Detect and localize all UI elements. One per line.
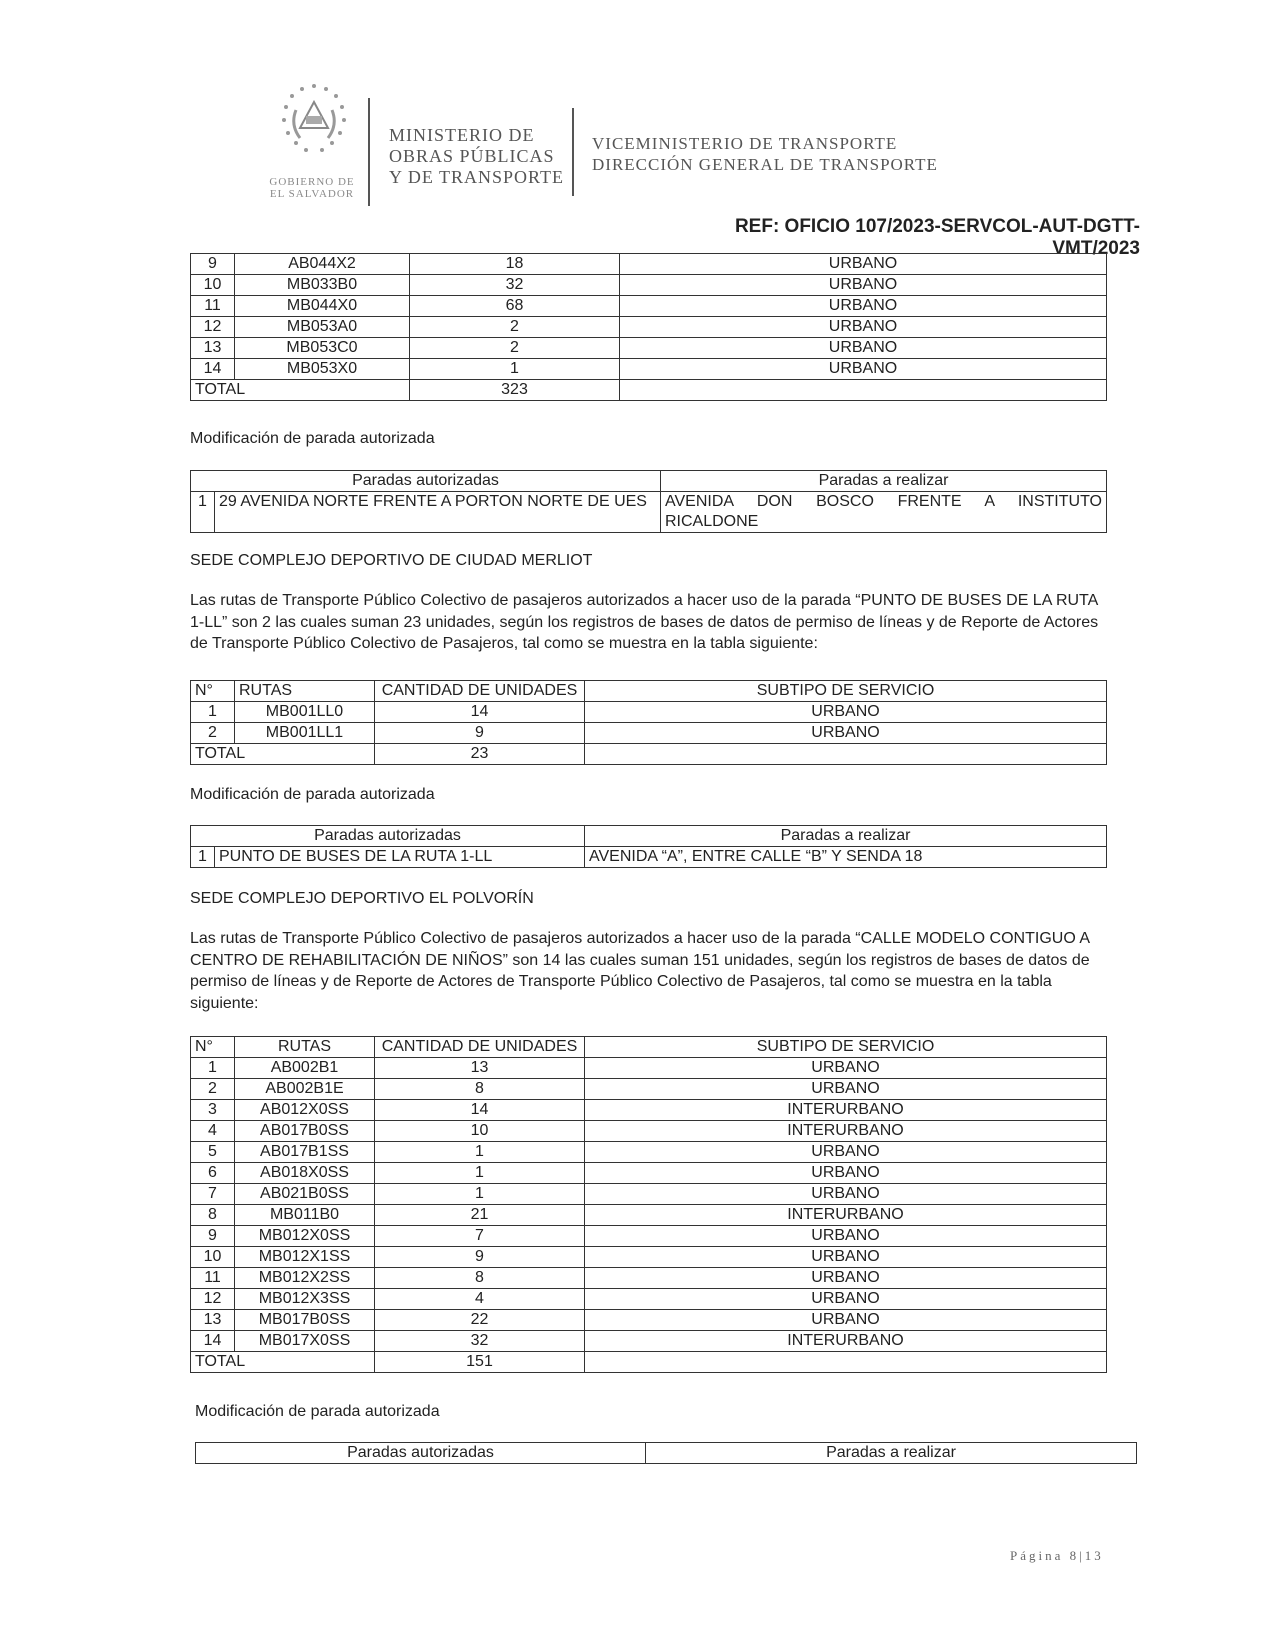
- coat-of-arms-emblem-icon: [266, 80, 362, 180]
- ministry-line-1: MINISTERIO DE: [389, 125, 535, 145]
- modification-heading-3: Modificación de parada autorizada: [195, 1403, 440, 1420]
- gov-line-2: EL SALVADOR: [269, 188, 355, 200]
- header-divider-1: [368, 98, 370, 206]
- table-row: 14 MB053X0 1 URBANO: [191, 359, 1107, 380]
- page-count: 8|13: [1069, 1548, 1104, 1563]
- table-row: 14 MB017X0SS 32 INTERURBANO: [191, 1331, 1107, 1352]
- table-row: 11 MB044X0 68 URBANO: [191, 296, 1107, 317]
- table-row: 5 AB017B1SS 1 URBANO: [191, 1142, 1107, 1163]
- table-row: 10 MB033B0 32 URBANO: [191, 275, 1107, 296]
- table-header-row: Paradas autorizadas Paradas a realizar: [196, 1443, 1137, 1464]
- table-row: 9 MB012X0SS 7 URBANO: [191, 1226, 1107, 1247]
- table-row: 1 AB002B1 13 URBANO: [191, 1058, 1107, 1079]
- table-row: 11 MB012X2SS 8 URBANO: [191, 1268, 1107, 1289]
- page-label: Página: [1010, 1548, 1064, 1563]
- ministry-name: [389, 125, 564, 188]
- section-heading-merliot: SEDE COMPLEJO DEPORTIVO DE CIUDAD MERLIOT: [190, 552, 593, 569]
- table-header-row: Paradas autorizadas Paradas a realizar: [191, 471, 1107, 492]
- table-row: 12 MB012X3SS 4 URBANO: [191, 1289, 1107, 1310]
- table-row: 1 PUNTO DE BUSES DE LA RUTA 1-LL AVENIDA “A”, ENTRE CALLE “B” Y SENDA 18: [191, 847, 1107, 868]
- table-row: 9 AB044X2 18 URBANO: [191, 254, 1107, 275]
- section-heading-polvorin: SEDE COMPLEJO DEPORTIVO EL POLVORÍN: [190, 890, 534, 907]
- stop-modification-table-1: [190, 470, 1107, 533]
- table-row: 2 AB002B1E 8 URBANO: [191, 1079, 1107, 1100]
- government-label: [262, 176, 362, 200]
- vice-ministry-name: [592, 133, 938, 175]
- table-row: 12 MB053A0 2 URBANO: [191, 317, 1107, 338]
- table-row: 13 MB017B0SS 22 URBANO: [191, 1310, 1107, 1331]
- header-divider-2: [572, 108, 574, 196]
- modification-heading-1: Modificación de parada autorizada: [190, 430, 435, 447]
- stop-modification-table-3: [195, 1442, 1137, 1464]
- table-header-row: Paradas autorizadas Paradas a realizar: [191, 826, 1107, 847]
- gov-line-1: GOBIERNO DE: [269, 176, 355, 188]
- table-total-row: TOTAL 23: [191, 744, 1107, 765]
- table-row: 1 MB001LL0 14 URBANO: [191, 702, 1107, 723]
- routes-table-merliot: [190, 680, 1107, 765]
- ministry-line-3: Y DE TRANSPORTE: [389, 167, 564, 187]
- table-row: 13 MB053C0 2 URBANO: [191, 338, 1107, 359]
- routes-table-polvorin: [190, 1036, 1107, 1373]
- section-paragraph-polvorin: Las rutas de Transporte Público Colectivo de pasajeros autorizados a hacer uso de la parada “CALLE MODELO CONTIGUO A CENTRO DE REHABILITACIÓN DE NIÑOS” son 14 las cuales suman 151 unidades, según los registros de bases de datos de permiso de líneas y de Reporte de Actores de Transporte Público Colectivo de Pasajeros, tal como se muestra en la tabla siguiente:: [190, 930, 1090, 1012]
- table-total-row: TOTAL 323: [191, 380, 1107, 401]
- table-row: 7 AB021B0SS 1 URBANO: [191, 1184, 1107, 1205]
- modification-heading-2: Modificación de parada autorizada: [190, 786, 435, 803]
- ministry-line-2: OBRAS PÚBLICAS: [389, 146, 555, 166]
- routes-table-continued: [190, 253, 1107, 401]
- vice-line-1: VICEMINISTERIO DE TRANSPORTE: [592, 134, 898, 153]
- table-row: 4 AB017B0SS 10 INTERURBANO: [191, 1121, 1107, 1142]
- table-row: 8 MB011B0 21 INTERURBANO: [191, 1205, 1107, 1226]
- table-row: 10 MB012X1SS 9 URBANO: [191, 1247, 1107, 1268]
- table-total-row: TOTAL 151: [191, 1352, 1107, 1373]
- reference-number: REF: OFICIO 107/2023-SERVCOL-AUT-DGTT-VMT/2023: [734, 216, 1140, 259]
- table-row: 1 29 AVENIDA NORTE FRENTE A PORTON NORTE DE UES AVENIDA DON BOSCO FRENTE A INSTITUTO RICALDONE: [191, 492, 1107, 533]
- page-number: [1010, 1548, 1104, 1564]
- table-header-row: N° RUTAS CANTIDAD DE UNIDADES SUBTIPO DE SERVICIO: [191, 1037, 1107, 1058]
- table-row: 6 AB018X0SS 1 URBANO: [191, 1163, 1107, 1184]
- table-header-row: N° RUTAS CANTIDAD DE UNIDADES SUBTIPO DE SERVICIO: [191, 681, 1107, 702]
- vice-line-2: DIRECCIÓN GENERAL DE TRANSPORTE: [592, 155, 938, 174]
- section-paragraph-merliot: Las rutas de Transporte Público Colectivo de pasajeros autorizados a hacer uso de la parada “PUNTO DE BUSES DE LA RUTA 1-LL” son 2 las cuales suman 23 unidades, según los registros de bases de datos de permiso de líneas y de Reporte de Actores de Transporte Público Colectivo de Pasajeros, tal como se muestra en la tabla siguiente:: [190, 592, 1099, 652]
- table-row: 3 AB012X0SS 14 INTERURBANO: [191, 1100, 1107, 1121]
- table-row: 2 MB001LL1 9 URBANO: [191, 723, 1107, 744]
- stop-modification-table-2: [190, 825, 1107, 868]
